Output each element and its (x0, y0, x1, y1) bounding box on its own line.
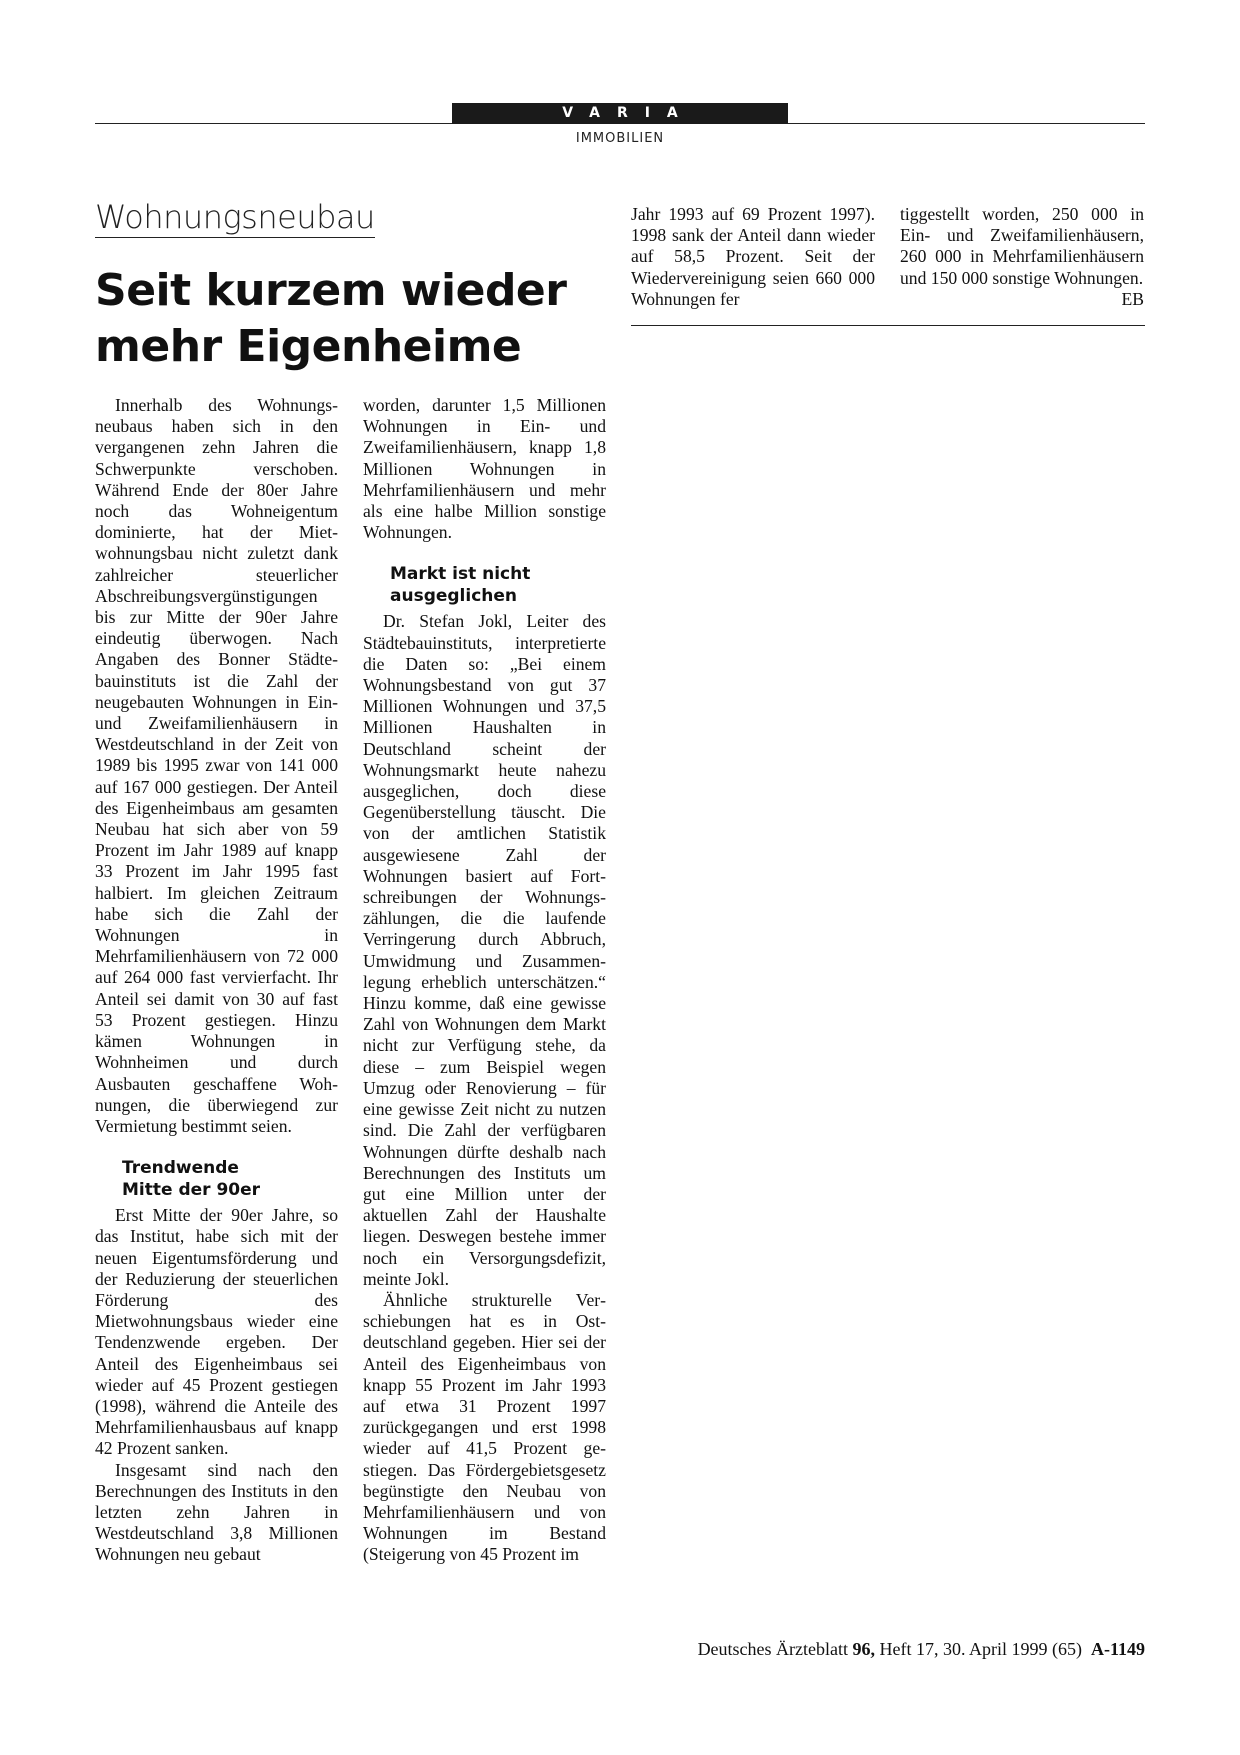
page-footer (560, 1639, 1145, 1660)
article-kicker: Wohnungsneubau (95, 198, 375, 236)
subheading (122, 1157, 338, 1201)
paragraph: Insgesamt sind nach den Berechnungen des Instituts in den letzten zehn Jahren in Westdeutschland 3,8 Millionen Wohnungen neu gebaut (95, 1459, 338, 1565)
paragraph (900, 204, 1144, 309)
paragraph: Jahr 1993 auf 69 Prozent 1997). 1998 sank der Anteil dann wieder auf 58,5 Prozent. Seit der Wiedervereinigung seien 660 000 Wohnungen fer (631, 204, 875, 309)
text-column-3 (631, 204, 875, 310)
text-column-2 (363, 395, 606, 1566)
subheading (390, 563, 606, 607)
author-initials: EB (1121, 288, 1144, 309)
text-column-1 (95, 395, 338, 1566)
journal-volume: 96, (852, 1639, 876, 1659)
subheading-line-1: Trendwende (122, 1158, 239, 1179)
article-end-rule (631, 325, 1145, 326)
subsection-label: IMMOBILIEN (575, 131, 665, 146)
subheading-line-1: Markt ist nicht (390, 564, 531, 585)
paragraph: Erst Mitte der 90er Jahre, so das Institut, habe sich mit der neuen Eigentumsförderung und der Reduzierung der steuerlichen Förderung des Mietwohnungsbaus wieder eine Tendenzwende ergeben. Der Anteil des Eigenheimbaus sei wieder auf 45 Prozent gestiegen (1998), während die Anteile des Mehrfamilienhausbaus auf knapp 42 Prozent sanken. (95, 1205, 338, 1459)
paragraph: Ähnliche strukturelle Verschiebungen hat es in Ostdeutschland gegeben. Hier sei der Anteil des Eigenheimbaus von knapp 55 Prozent im Jahr 1993 auf etwa 31 Prozent 1997 zurückgegangen und erst 1998 wieder auf 41,5 Prozent gestiegen. Das Fördergebietsgesetz begünstigte den Neubau von Mehrfamilienhäusern und von Wohnungen im Bestand (Steigerung von 45 Prozent im (363, 1289, 606, 1565)
text-column-4 (900, 204, 1144, 310)
section-label: VARIA (452, 103, 788, 124)
subheading-line-2: ausgeglichen (390, 586, 518, 607)
article-headline (95, 263, 615, 375)
headline-line-1: Seit kurzem wieder (95, 265, 567, 316)
paragraph: Dr. Stefan Jokl, Leiter des Städtebauinstituts, interpretierte die Daten so: „Bei einem Wohnungsbestand von gut 37 Millionen Wohnungen und 37,5 Millionen Haushalten in Deutschland scheint der Wohnungsmarkt heute nahezu ausgeglichen, doch diese Gegenüberstellung täuscht. Die von der amtlichen Statistik ausgewiesene Zahl der Wohnungen basiert auf Fortschreibungen der Wohnungszählungen, die die laufende Verringerung durch Abbruch, Umwidmung und Zusammenlegung erheblich unterschätzen.“ Hinzu komme, daß eine gewisse Zahl von Wohnungen dem Markt nicht zur Verfügung stehe, da diese – zum Beispiel wegen Umzug oder Renovierung – für eine gewisse Zeit nicht zu nutzen sind. Die Zahl der verfügbaren Wohnungen dürfte deshalb nach Berechnungen des Instituts um gut eine Million unter der aktuellen Zahl der Haushalte liegen. Deswegen bestehe immer noch ein Versorgungsdefizit, meinte Jokl. (363, 611, 606, 1289)
page-number: A-1149 (1091, 1639, 1145, 1659)
paragraph: worden, darunter 1,5 Millionen Wohnungen in Ein- und Zweifamilienhäusern, knapp 1,8 Millionen Wohnungen in Mehrfamilienhäusern und mehr als eine halbe Million sonstige Wohnungen. (363, 395, 606, 543)
headline-line-2: mehr Eigenheime (95, 321, 522, 372)
subheading-line-2: Mitte der 90er (122, 1180, 261, 1201)
issue-info: Heft 17, 30. April 1999 (65) (879, 1639, 1082, 1659)
journal-name: Deutsches Ärzteblatt (697, 1639, 849, 1659)
paragraph: Innerhalb des Wohnungsneubaus haben sich in den vergangenen zehn Jahren die Schwerpunkte verschoben. Während Ende der 80er Jahre noch das Wohneigentum dominierte, hat der Mietwohnungsbau nicht zuletzt dank zahlreicher steuerlicher Abschreibungsvergünstigungen bis zur Mitte der 90er Jahre eindeutig überwogen. Nach Angaben des Bonner Städtebauinstituts ist die Zahl der neugebauten Wohnungen in Ein- und Zweifamilienhäusern in Westdeutschland in der Zeit von 1989 bis 1995 zwar von 141 000 auf 167 000 gestiegen. Der Anteil des Eigenheimbaus am gesamten Neubau hat sich aber von 59 Prozent im Jahr 1989 auf knapp 33 Prozent im Jahr 1995 fast halbiert. Im gleichen Zeitraum habe sich die Zahl der Wohnungen in Mehrfamilienhäusern von 72 000 auf 264 000 fast vervierfacht. Ihr Anteil sei damit von 30 auf fast 53 Prozent gestiegen. Hinzu kämen Wohnungen in Wohnheimen und durch Ausbauten geschaffene Wohnungen, die überwiegend zur Vermietung bestimmt seien. (95, 395, 338, 1136)
paragraph-text: tiggestellt worden, 250 000 in Ein- und Zweifamilienhäusern, 260 000 in Mehrfamilienhäusern und 150 000 sonstige Wohnungen. (900, 204, 1144, 288)
